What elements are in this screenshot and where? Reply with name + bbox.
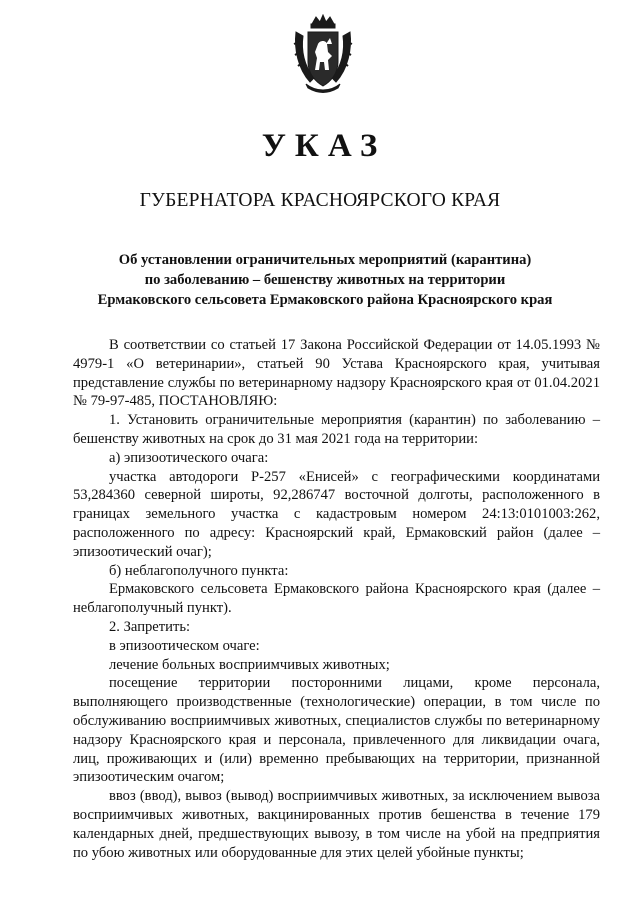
paragraph-item-2: 2. Запретить: — [109, 618, 191, 635]
document-subject — [60, 250, 590, 310]
document-title: УКАЗ — [261, 128, 387, 164]
document-body — [73, 336, 600, 862]
paragraph-item-1: 1. Установить ограничительные мероприятия (карантин) по заболеванию – бешенству животных на срок до 31 мая 2021 года на территории: — [73, 412, 600, 447]
issuer-title: ГУБЕРНАТОРА КРАСНОЯРСКОГО КРАЯ — [139, 190, 501, 211]
paragraph-prohibit-transport: ввоз (ввод), вывоз (вывод) восприимчивых животных, за исключением вывоза восприимчивых животных, вакцинированных против бешенства в течение 179 календарных дней, предшествующих вывозу, в том числе на убой на предприятия по убою животных или оборудованные для этих целей убойные пункты; — [73, 788, 600, 861]
paragraph-in-outbreak: в эпизоотическом очаге: — [109, 637, 260, 654]
paragraph-outbreak-location: участка автодороги Р-257 «Енисей» с географическими координатами 53,284360 северной широты, 92,286747 восточной долготы, расположенного в границах земельного участка с кадастровым номером 24:13:0101003:262, расположенного по адресу: Красноярский край, Ермаковский район (далее – эпизоотический очаг); — [73, 468, 600, 560]
paragraph-item-1a: а) эпизоотического очага: — [109, 449, 269, 466]
subject-line-3: Ермаковского сельсовета Ермаковского района Красноярского края — [97, 292, 553, 308]
subject-line-1: Об установлении ограничительных мероприятий (карантина) — [118, 252, 532, 268]
paragraph-affected-area: Ермаковского сельсовета Ермаковского района Красноярского края (далее – неблагополучный пункт). — [73, 581, 600, 617]
paragraph-preamble: В соответствии со статьей 17 Закона Российской Федерации от 14.05.1993 № 4979-1 «О ветеринарии», статьей 90 Устава Красноярского края, учитывая представление службы по ветеринарному надзору Красноярского края от 01.04.2021 № 79-97-485, ПОСТАНОВЛЯЮ: — [73, 337, 600, 410]
subject-line-2: по заболеванию – бешенству животных на территории — [144, 272, 506, 288]
paragraph-item-1b: б) неблагополучного пункта: — [109, 562, 289, 579]
krasnoyarsk-krai-coat-of-arms-icon — [292, 14, 354, 94]
paragraph-prohibit-visits: посещение территории посторонними лицами, кроме персонала, выполняющего производственные (технологические) операции, в том числе по обслуживанию восприимчивых животных, специалистов службы по ветеринарному надзору Красноярского края и персонала, привлеченного для ликвидации очага, лиц, проживающих и (или) временно пребывающих на территории, признанной эпизоотическим очагом; — [73, 675, 600, 786]
paragraph-prohibit-treatment: лечение больных восприимчивых животных; — [109, 656, 390, 673]
